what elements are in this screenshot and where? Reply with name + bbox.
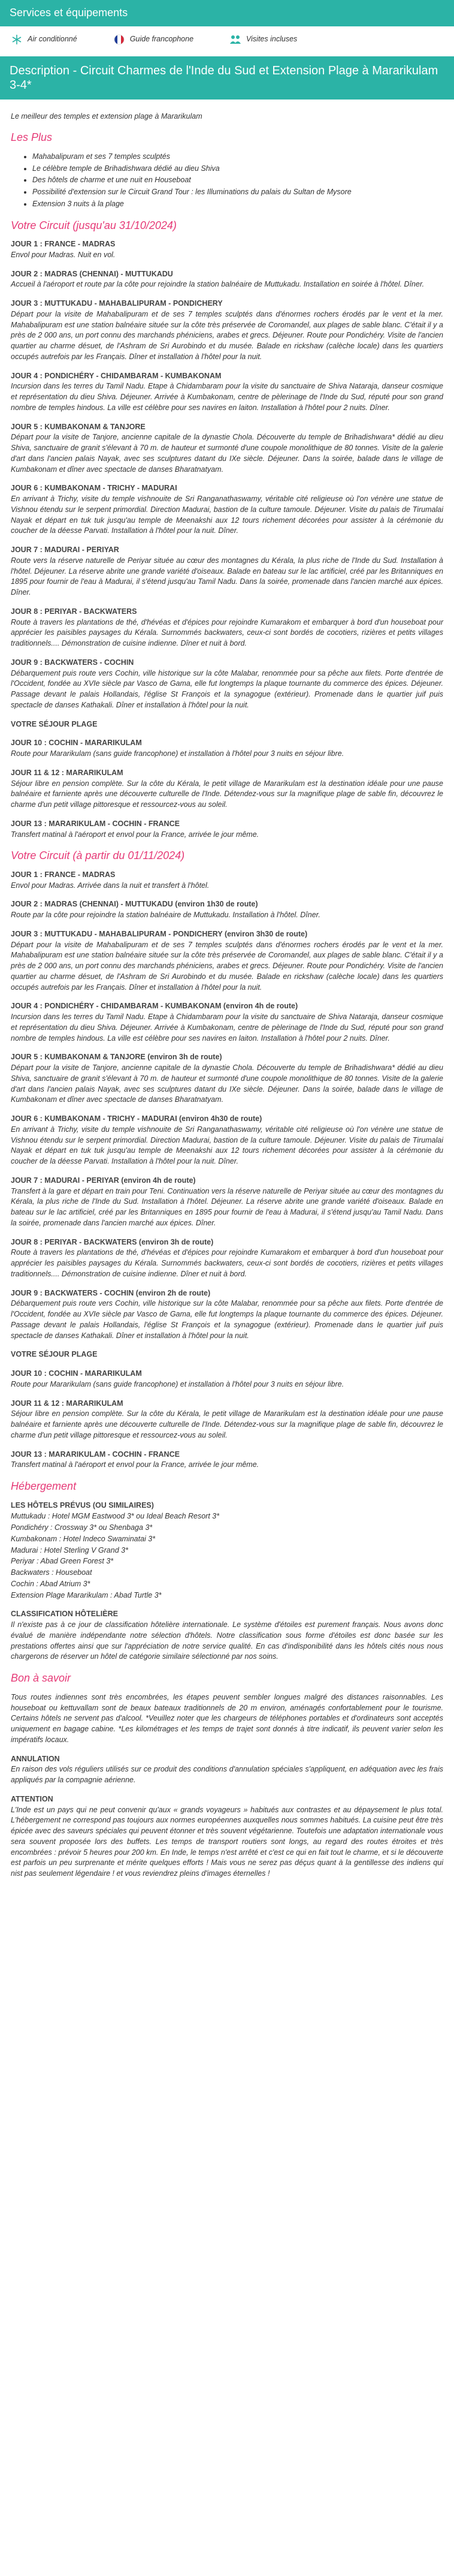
plus-item: • Mahabalipuram et ses 7 temples sculptés bbox=[32, 152, 443, 162]
classification-title: CLASSIFICATION HÔTELIÈRE bbox=[11, 1610, 118, 1619]
day-title: JOUR 4 : PONDICHÉRY - CHIDAMBARAM - KUMBAKONAM bbox=[11, 371, 222, 380]
itinerary-day bbox=[11, 929, 443, 993]
day-description: Route par la côte pour rejoindre la station balnéaire de Muttukadu. Installation à l'hôtel. Dîner. bbox=[11, 911, 320, 920]
info-text: L'Inde est un pays qui ne peut convenir qu'aux « grands voyageurs » habitués aux contrastes et au dépaysement le plus total. L'hébergement ne correspond pas toujours aux normes européennes auxquelles nous sommes habitués. La cuisine peut être très épicée avec des saveurs spéciales qui peuvent étonner et très souvent végétarienne. Toutefois une adaptation internationale vous sera souvent proposée lors des buffets. Les temps de transport routiers sont longs, au regard des routes étroites et très encombrées : prévoir 5 heures pour 200 km. En Inde, le temps n'est arrêté et c'est ce qui en fait tout le charme, et si le découverte est parfois un peu surprenante et mérite quelques efforts ! Mais vous ne serez pas déçus quant à la gentillesse des indiens qui nist pas seulement légendaire ! et vous reviendrez pleins d'images éternelles ! bbox=[11, 1805, 443, 1878]
day-title: JOUR 2 : MADRAS (CHENNAI) - MUTTUKADU bbox=[11, 269, 173, 278]
day-description: Route vers la réserve naturelle de Periyar située au cœur des montagnes du Kérala, la plus riche de l'Inde du Sud. Installation à l'hôtel. Déjeuner. La réserve abrite une grande variété d'oiseaux. Balade en bateau sur le lac artificiel, créé par les Britanniques en 1895 pour fournir de l'eau à Madurai, il s'étend jusqu'au Tamil Nadu. Dans la soirée, promenade dans l'ancien marché aux épices. Dîner. bbox=[11, 556, 443, 597]
plus-item: • Le célèbre temple de Brihadishwara dédié au dieu Shiva bbox=[32, 164, 443, 174]
itinerary-day bbox=[11, 1450, 443, 1471]
day-description: Route pour Mararikulam (sans guide francophone) et installation à l'hôtel pour 3 nuits en séjour libre. bbox=[11, 749, 344, 758]
day-title: JOUR 1 : FRANCE - MADRAS bbox=[11, 870, 116, 879]
hotel-item: Extension Plage Mararikulam : Abad Turtle 3* bbox=[11, 1590, 162, 1599]
day-description: Envol pour Madras. Arrivée dans la nuit et transfert à l'hôtel. bbox=[11, 881, 210, 890]
services-header: Services et équipements bbox=[0, 0, 454, 26]
day-title: JOUR 4 : PONDICHÉRY - CHIDAMBARAM - KUMBAKONAM (environ 4h de route) bbox=[11, 1002, 298, 1011]
bonasavoir-title: Bon à savoir bbox=[11, 1672, 71, 1685]
day-title: JOUR 6 : KUMBAKONAM - TRICHY - MADURAI (environ 4h30 de route) bbox=[11, 1114, 262, 1123]
day-description: En arrivant à Trichy, visite du temple vishnouite de Sri Ranganathaswamy, véritable cité religieuse où l'on vénère une statue de Vishnou étendu sur le serpent primordial. Direction Madurai, bastion de la culture tamoule. Déjeuner. Visite du palais de Tirumalai Nayak et départ en tuk tuk jusqu'au temple de Meenakshi aux 12 tours richement décorées pour assister à la cérémonie du coucher de la déesse Parvati. Installation à l'hôtel pour la nuit. Dîner. bbox=[11, 1125, 443, 1166]
day-title: JOUR 5 : KUMBAKONAM & TANJORE bbox=[11, 422, 146, 431]
day-description: Départ pour la visite de Mahabalipuram et de ses 7 temples sculptés dans d'énormes rochers érodés par le vent et la mer. Mahabalipuram est une station balnéaire située sur la côte très préservée de Coromandel, aux plages de sable blanc. C'était il y a près de 2 000 ans, un port connu des marchands phéniciens, arabes et grecs. Déjeuner. Route pour Pondichéry. Visite de l'ancien quartier au charme désuet, de l'Ashram de Sri Aurobindo et du musée. Balade en rickshaw (calèche locale) dans les quartiers occupés autrefois par les Français. Dîner et installation à l'hôtel pour la nuit. bbox=[11, 940, 443, 992]
classification-text: Il n'existe pas à ce jour de classification hôtelière internationale. Le système d'étoiles est purement français. Nous avons donc évalué de manière indépendante notre sélection d'hôtels. Notre classification sous forme d'étoiles est donc basée sur les prestations offertes ainsi que sur l'appréciation de notre service qualité. En cas d'indisponibilité dans les hôtels cités nous nous chargerons de réserver un hôtel de catégorie similaire sélectionné par nos soins. bbox=[11, 1620, 443, 1661]
plus-title: Les Plus bbox=[11, 131, 53, 144]
day-description: Départ pour la visite de Tanjore, ancienne capitale de la dynastie Chola. Découverte du temple de Brihadishwara* dédié au dieu Shiva, sanctuaire de granit s'élevant à 70 m. de hauteur et surmonté d'une coupole monolithique de 80 tonnes. Visite de la galerie d'art dans l'ancien palais Nayak, avec ses sculptures datant du IXe siècle. Déjeuner. Dans la soirée, balade dans le village de Kumbakonam et dîner avec spectacle de danses Bharatnatyam. bbox=[11, 433, 443, 474]
itinerary-day bbox=[11, 819, 443, 840]
itinerary-day bbox=[11, 1052, 443, 1105]
itinerary-day bbox=[11, 870, 443, 891]
bonasavoir-intro: Tous routes indiennes sont très encombrées, les étapes peuvent sembler longues malgré des distances raisonnables. Les houseboat ou kettuvallam sont de beaux bateaux traditionnels de 20 m environ, aménagés confortablement pour le tourisme. Certains hôtels ne servent pas d'alcool. *Veuillez noter que les chargeurs de téléphones portables et d'ordinateurs sont acceptés uniquement en bagage cabine. *Les kilométrages et les temps de trajet sont donnés à titre indicatif, ils peuvent varier selon les impératifs locaux. bbox=[11, 1692, 443, 1744]
day-description: Séjour libre en pension complète. Sur la côte du Kérala, le petit village de Mararikulam est la destination idéale pour une pause balnéaire et farniente après une découverte culturelle de l'Inde. Détendez-vous sur la magnifique plage de sable fin, découvrez le charme d'un petit village pittoresque et ressourcez-vous au soleil. bbox=[11, 1409, 443, 1439]
day-title: VOTRE SÉJOUR PLAGE bbox=[11, 719, 98, 728]
plus-item: • Extension 3 nuits à la plage bbox=[32, 199, 443, 210]
day-description: Débarquement puis route vers Cochin, ville historique sur la côte Malabar, renommée pour sa pêche aux filets. Porte d'entrée de l'Occident, fondée au XVIe siècle par Vasco de Gama, elle fut longtemps la plaque tournante du commerce des épices. Déjeuner. Passage devant le palais Hollandais, l'église St François et la synagogue (extérieur). Promenade dans le quartier juif puis spectacle de danses Kathakali. Dîner et installation à l'hôtel pour la nuit. bbox=[11, 668, 443, 709]
day-title: JOUR 13 : MARARIKULAM - COCHIN - FRANCE bbox=[11, 819, 180, 828]
day-title: JOUR 2 : MADRAS (CHENNAI) - MUTTUKADU (environ 1h30 de route) bbox=[11, 900, 258, 909]
circuit1-days bbox=[11, 239, 443, 840]
itinerary-day bbox=[11, 1176, 443, 1229]
day-title: JOUR 11 & 12 : MARARIKULAM bbox=[11, 1399, 123, 1408]
day-title: JOUR 7 : MADURAI - PERIYAR bbox=[11, 546, 119, 555]
day-title: VOTRE SÉJOUR PLAGE bbox=[11, 1350, 98, 1359]
day-title: JOUR 5 : KUMBAKONAM & TANJORE (environ 3h de route) bbox=[11, 1053, 222, 1062]
service-visits-included bbox=[229, 34, 297, 46]
classification-block bbox=[11, 1609, 443, 1662]
day-title: JOUR 3 : MUTTUKADU - MAHABALIPURAM - PONDICHERY (environ 3h30 de route) bbox=[11, 929, 308, 938]
day-description: Route à travers les plantations de thé, d'hévéas et d'épices pour rejoindre Kumarakom et embarquer à bord d'un houseboat pour apprécier les paisibles paysages du Kérala. Surnommés backwaters, ceux-ci sont bordés de cocotiers, rizières et petits villages traditionnels.... Démonstration de cuisine indienne. Dîner et nuit à bord. bbox=[11, 617, 443, 648]
day-title: JOUR 10 : COCHIN - MARARIKULAM bbox=[11, 739, 142, 748]
itinerary-day bbox=[11, 422, 443, 475]
info-block bbox=[11, 1754, 443, 1786]
itinerary-day bbox=[11, 1369, 443, 1390]
itinerary-day bbox=[11, 483, 443, 537]
itinerary-day bbox=[11, 658, 443, 711]
day-description: Départ pour la visite de Mahabalipuram et de ses 7 temples sculptés dans d'énormes rochers érodés par le vent et la mer. Mahabalipuram est une station balnéaire située sur la côte très préservée de Coromandel, aux plages de sable blanc. C'était il y a près de 2 000 ans, un port connu des marchands phéniciens, arabes et grecs. Déjeuner. Route pour Pondichéry. Visite de l'ancien quartier au charme désuet, de l'Ashram de Sri Aurobindo et du musée. Balade en rickshaw (calèche locale) dans les quartiers occupés autrefois par les Français. Dîner et installation à l'hôtel pour la nuit. bbox=[11, 309, 443, 361]
hotel-item: Kumbakonam : Hotel Indeco Swaminatai 3* bbox=[11, 1534, 156, 1543]
plus-list bbox=[32, 152, 443, 210]
services-list bbox=[0, 26, 454, 56]
day-title: JOUR 9 : BACKWATERS - COCHIN bbox=[11, 658, 134, 667]
hotels-list bbox=[11, 1511, 443, 1601]
day-description: Envol pour Madras. Nuit en vol. bbox=[11, 250, 116, 259]
itinerary-day bbox=[11, 1001, 443, 1044]
day-title: JOUR 7 : MADURAI - PERIYAR (environ 4h de route) bbox=[11, 1176, 196, 1185]
day-title: JOUR 9 : BACKWATERS - COCHIN (environ 2h de route) bbox=[11, 1288, 211, 1297]
plus-item: • Des hôtels de charme et une nuit en Houseboat bbox=[32, 175, 443, 186]
description-header: Description - Circuit Charmes de l'Inde du Sud et Extension Plage à Mararikulam 3-4* bbox=[0, 56, 454, 100]
service-french-guide bbox=[113, 34, 193, 46]
day-description: Incursion dans les terres du Tamil Nadu. Etape à Chidambaram pour la visite du sanctuaire de Shiva Nataraja, danseur cosmique et représentation du dieu Shiva. Déjeuner. Arrivée à Kumbakonam, centre de pèlerinage de l'Inde du Sud, réputé pour son grand nombre de temples hindous. La ville est célèbre pour ses navires en laiton. Installation à l'hôtel pour 2 nuits. Dîner. bbox=[11, 382, 443, 412]
service-air-conditioning bbox=[11, 34, 77, 46]
day-title: JOUR 6 : KUMBAKONAM - TRICHY - MADURAI bbox=[11, 484, 177, 493]
itinerary-day bbox=[11, 1114, 443, 1167]
hebergement-title: Hébergement bbox=[11, 1480, 77, 1493]
day-description: Transfert à la gare et départ en train pour Teni. Continuation vers la réserve naturelle de Periyar située au cœur des montagnes du Kérala, la plus riche de l'Inde du Sud. Installation à l'hôtel. Déjeuner. La réserve abrite une grande variété d'oiseaux. Balade en bateau sur le lac artificiel, créé par les Britanniques en 1895 pour fournir de l'eau à Madurai, il s'étend jusqu'au Tamil Nadu. Dans la soirée, promenade dans l'ancien marché aux épices. Dîner. bbox=[11, 1186, 443, 1227]
day-title: JOUR 10 : COCHIN - MARARIKULAM bbox=[11, 1369, 142, 1378]
day-description: Route à travers les plantations de thé, d'hévéas et d'épices pour rejoindre Kumarakom et embarquer à bord d'un houseboat pour apprécier les paisibles paysages du Kérala. Surnommés backwaters, ceux-ci sont bordés de cocotiers, rizières et petits villages traditionnels.... Démonstration de cuisine indienne. Dîner et nuit à bord. bbox=[11, 1248, 443, 1278]
itinerary-day bbox=[11, 371, 443, 414]
info-block bbox=[11, 1794, 443, 1879]
day-description: Accueil à l'aéroport et route par la côte pour rejoindre la station balnéaire de Muttukadu. Installation en soirée à l'hôtel. Dîner. bbox=[11, 280, 425, 289]
day-description: Départ pour la visite de Tanjore, ancienne capitale de la dynastie Chola. Découverte du temple de Brihadishwara* dédié au dieu Shiva, sanctuaire de granit s'élevant à 70 m. de hauteur et surmonté d'une coupole monolithique de 80 tonnes. Visite de la galerie d'art dans l'ancien palais Nayak, avec ses sculptures datant du IXe siècle. Déjeuner. Dans la soirée, balade dans le village de Kumbakonam et dîner avec spectacle de danses Bharatnatyam. bbox=[11, 1063, 443, 1104]
itinerary-day bbox=[11, 1237, 443, 1280]
service-label: Guide francophone bbox=[129, 34, 194, 43]
itinerary-day bbox=[11, 1288, 443, 1342]
info-text: En raison des vols réguliers utilisés sur ce produit des conditions d'annulation spéciales s'appliquent, en adéquation avec les frais appliqués par la compagnie aérienne. bbox=[11, 1765, 443, 1785]
itinerary-day bbox=[11, 545, 443, 598]
itinerary-day bbox=[11, 719, 443, 730]
circuit1-title: Votre Circuit (jusqu'au 31/10/2024) bbox=[11, 219, 177, 231]
itinerary-day bbox=[11, 1399, 443, 1441]
hotel-item: Pondichéry : Crossway 3* ou Shenbaga 3* bbox=[11, 1523, 153, 1532]
hotel-item: Muttukadu : Hotel MGM Eastwood 3* ou Ideal Beach Resort 3* bbox=[11, 1512, 220, 1521]
plus-item: • Possibilité d'extension sur le Circuit Grand Tour : les Illuminations du palais du Sultan de Mysore bbox=[32, 187, 443, 198]
day-description: En arrivant à Trichy, visite du temple vishnouite de Sri Ranganathaswamy, véritable cité religieuse où l'on vénère une statue de Vishnou étendu sur le serpent primordial. Direction Madurai, bastion de la culture tamoule. Déjeuner. Visite du palais de Tirumalai Nayak et départ en tuk tuk jusqu'au temple de Meenakshi aux 12 tours richement décorées pour assister à la cérémonie du coucher de la déesse Parvati. Installation à l'hôtel pour la nuit. Dîner. bbox=[11, 495, 443, 535]
itinerary-day bbox=[11, 299, 443, 363]
service-label: Air conditionné bbox=[28, 34, 77, 43]
snowflake-icon bbox=[11, 34, 23, 46]
day-title: JOUR 8 : PERIYAR - BACKWATERS (environ 3h de route) bbox=[11, 1237, 214, 1246]
itinerary-day bbox=[11, 899, 443, 921]
itinerary-day bbox=[11, 768, 443, 811]
hotel-item: Periyar : Abad Green Forest 3* bbox=[11, 1557, 114, 1566]
itinerary-day bbox=[11, 738, 443, 760]
day-title: JOUR 1 : FRANCE - MADRAS bbox=[11, 240, 116, 249]
day-description: Séjour libre en pension complète. Sur la côte du Kérala, le petit village de Mararikulam est la destination idéale pour une pause balnéaire et farniente après une découverte culturelle de l'Inde. Détendez-vous sur la magnifique plage de sable fin, découvrez le charme d'un petit village pittoresque et ressourcez-vous au soleil. bbox=[11, 779, 443, 809]
day-description: Transfert matinal à l'aéroport et envol pour la France, arrivée le jour même. bbox=[11, 830, 259, 839]
itinerary-day bbox=[11, 239, 443, 261]
day-title: JOUR 11 & 12 : MARARIKULAM bbox=[11, 768, 123, 777]
info-title: ANNULATION bbox=[11, 1754, 60, 1763]
day-description: Débarquement puis route vers Cochin, ville historique sur la côte Malabar, renommée pour sa pêche aux filets. Porte d'entrée de l'Occident, fondée au XVIe siècle par Vasco de Gama, elle fut longtemps la plaque tournante du commerce des épices. Déjeuner. Passage devant le palais Hollandais, l'église St François et la synagogue (extérieur). Promenade dans le quartier juif puis spectacle de danses Kathakali. Dîner et installation à l'hôtel pour la nuit. bbox=[11, 1299, 443, 1340]
content bbox=[0, 100, 454, 1890]
service-label: Visites incluses bbox=[246, 34, 298, 43]
day-title: JOUR 13 : MARARIKULAM - COCHIN - FRANCE bbox=[11, 1450, 180, 1459]
itinerary-day bbox=[11, 269, 443, 291]
circuit2-days bbox=[11, 870, 443, 1471]
day-description: Route pour Mararikulam (sans guide francophone) et installation à l'hôtel pour 3 nuits en séjour libre. bbox=[11, 1379, 344, 1388]
hotels-block bbox=[11, 1501, 443, 1601]
info-title: ATTENTION bbox=[11, 1794, 53, 1803]
day-description: Incursion dans les terres du Tamil Nadu. Etape à Chidambaram pour la visite du sanctuaire de Shiva Nataraja, danseur cosmique et représentation du dieu Shiva. Déjeuner. Arrivée à Kumbakonam, centre de pèlerinage de l'Inde du Sud, réputé pour son grand nombre de temples hindous. La ville est célèbre pour ses navires en laiton. Installation à l'hôtel pour 2 nuits. Dîner. bbox=[11, 1013, 443, 1043]
bonasavoir-blocks bbox=[11, 1754, 443, 1879]
people-icon bbox=[229, 34, 241, 46]
day-title: JOUR 3 : MUTTUKADU - MAHABALIPURAM - PONDICHERY bbox=[11, 299, 223, 308]
france-flag-icon bbox=[113, 34, 125, 46]
itinerary-day bbox=[11, 607, 443, 649]
hotels-title: LES HÔTELS PRÉVUS (OU SIMILAIRES) bbox=[11, 1501, 154, 1510]
hotel-item: Backwaters : Houseboat bbox=[11, 1568, 92, 1577]
itinerary-day bbox=[11, 1349, 443, 1360]
hotel-item: Madurai : Hotel Sterling V Grand 3* bbox=[11, 1545, 128, 1554]
circuit2-title: Votre Circuit (à partir du 01/11/2024) bbox=[11, 849, 185, 862]
intro-text: Le meilleur des temples et extension plage à Mararikulam bbox=[11, 112, 202, 120]
day-description: Transfert matinal à l'aéroport et envol pour la France, arrivée le jour même. bbox=[11, 1460, 259, 1469]
hotel-item: Cochin : Abad Atrium 3* bbox=[11, 1579, 90, 1588]
day-title: JOUR 8 : PERIYAR - BACKWATERS bbox=[11, 607, 137, 616]
